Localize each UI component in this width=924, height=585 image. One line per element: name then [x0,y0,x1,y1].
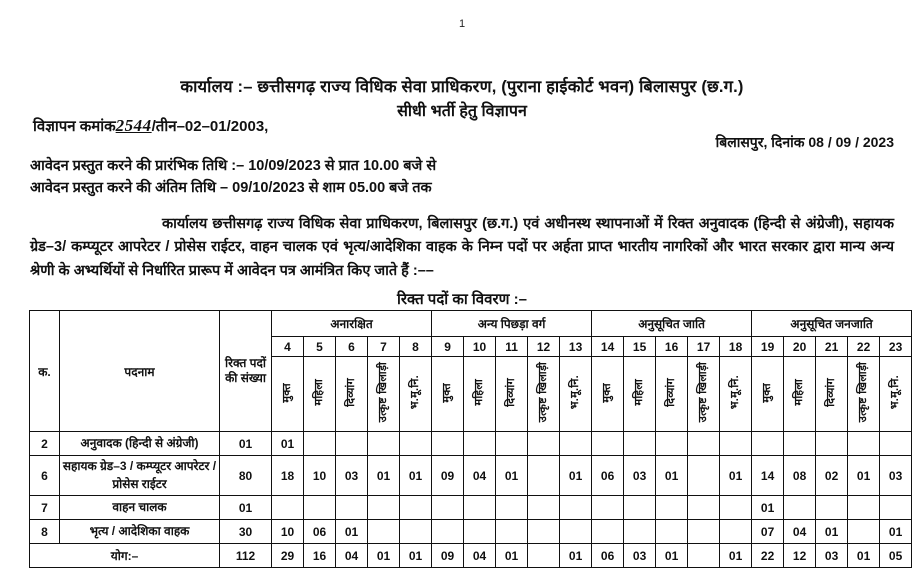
cell: 04 [784,520,816,544]
table-group-header-row [30,311,912,337]
cell [848,432,880,456]
vacancy-table [29,310,912,568]
cell [496,496,528,520]
row-serial: 2 [30,432,60,456]
cell [336,496,368,520]
cell: 01 [272,432,304,456]
advertisement-number-line [33,116,268,136]
col-num-23: 23 [880,337,912,357]
total-cell: 22 [752,544,784,568]
table-row [30,432,912,456]
total-label: योग:– [30,544,220,568]
subheader-6: महिला [464,357,496,432]
cell [400,432,432,456]
cell [432,520,464,544]
cell [656,496,688,520]
subheader-5: मुक्त [432,357,464,432]
cell: 10 [272,520,304,544]
advertisement-number-label: विज्ञापन कमांक [33,118,116,135]
cell: 01 [400,456,432,496]
advertisement-number-suffix: /तीन–02–01/2003, [151,118,269,135]
cell [592,496,624,520]
total-cell: 01 [720,544,752,568]
subheader-17: दिव्यांग [816,357,848,432]
cell: 03 [624,456,656,496]
cell [304,496,336,520]
cell [592,520,624,544]
page-number: 1 [458,18,466,30]
table-row [30,520,912,544]
subheader-1: महिला [304,357,336,432]
total-cell: 29 [272,544,304,568]
cell: 08 [784,456,816,496]
row-vacancies: 80 [220,456,272,496]
cell: 01 [848,456,880,496]
cell: 01 [752,496,784,520]
cell [528,496,560,520]
cell [720,496,752,520]
table-row [30,456,912,496]
subheader-2: दिव्यांग [336,357,368,432]
cell [560,496,592,520]
cell [368,520,400,544]
subheader-8: उत्कृष्ट खिलाड़ी [528,357,560,432]
cell [304,432,336,456]
advertisement-number-value: 2544 [115,116,152,135]
col-num-18: 18 [720,337,752,357]
cell [336,432,368,456]
cell: 01 [336,520,368,544]
cell: 02 [816,456,848,496]
cell: 03 [880,456,912,496]
subheader-16: महिला [784,357,816,432]
table-caption: रिक्त पदों का विवरण :– [397,291,527,308]
cell [720,432,752,456]
header-category-obc: अन्य पिछड़ा वर्ग [432,311,592,337]
col-num-14: 14 [592,337,624,357]
row-serial: 7 [30,496,60,520]
header-category-st: अनुसूचित जनजाति [752,311,912,337]
intro-paragraph [30,213,894,283]
col-num-15: 15 [624,337,656,357]
cell [496,520,528,544]
cell [528,432,560,456]
cell: 03 [336,456,368,496]
col-num-12: 12 [528,337,560,357]
col-num-10: 10 [464,337,496,357]
subheader-18: उत्कृष्ट खिलाड़ी [848,357,880,432]
cell [880,496,912,520]
row-vacancies: 01 [220,496,272,520]
cell [784,496,816,520]
cell [528,456,560,496]
cell [816,496,848,520]
subheader-0: मुक्त [272,357,304,432]
cell [688,520,720,544]
cell [688,496,720,520]
total-cell: 04 [336,544,368,568]
col-num-13: 13 [560,337,592,357]
header-serial: क. [30,311,60,432]
row-vacancies: 30 [220,520,272,544]
total-cell: 06 [592,544,624,568]
subheader-3: उत्कृष्ट खिलाड़ी [368,357,400,432]
row-serial: 6 [30,456,60,496]
total-cell: 01 [368,544,400,568]
cell [368,432,400,456]
cell [464,432,496,456]
col-num-6: 6 [336,337,368,357]
header-post-name: पदनाम [60,311,220,432]
total-cell: 01 [560,544,592,568]
total-cell: 01 [400,544,432,568]
row-post-name: सहायक ग्रेड–3 / कम्प्यूटर आपरेटर / प्रोसेस राईटर [60,456,220,496]
total-cell: 05 [880,544,912,568]
application-dates [30,155,436,200]
cell: 04 [464,456,496,496]
cell [880,432,912,456]
cell [688,456,720,496]
cell [560,520,592,544]
cell [464,520,496,544]
cell [368,496,400,520]
cell [848,496,880,520]
cell: 14 [752,456,784,496]
col-num-9: 9 [432,337,464,357]
col-num-11: 11 [496,337,528,357]
row-post-name: भृत्य / आदेशिका वाहक [60,520,220,544]
subheader-10: मुक्त [592,357,624,432]
total-cell: 01 [496,544,528,568]
cell: 06 [304,520,336,544]
subheader-11: महिला [624,357,656,432]
advertisement-subtitle: सीधी भर्ती हेतु विज्ञापन [397,103,527,120]
header-category-sc: अनुसूचित जाति [592,311,752,337]
cell: 01 [880,520,912,544]
cell: 01 [496,456,528,496]
cell [592,432,624,456]
col-num-20: 20 [784,337,816,357]
cell [720,520,752,544]
cell [656,520,688,544]
total-cell [688,544,720,568]
cell [624,496,656,520]
subheader-12: दिव्यांग [656,357,688,432]
cell [816,432,848,456]
subheader-4: भ.मू.नि. [400,357,432,432]
total-cell: 04 [464,544,496,568]
col-num-4: 4 [272,337,304,357]
total-cell [528,544,560,568]
cell [752,432,784,456]
subheader-7: दिव्यांग [496,357,528,432]
row-vacancies: 01 [220,432,272,456]
row-post-name: वाहन चालक [60,496,220,520]
subheader-14: भ.मू.नि. [720,357,752,432]
total-cell: 01 [848,544,880,568]
cell: 06 [592,456,624,496]
cell: 01 [816,520,848,544]
place-and-date: बिलासपुर, दिनांक 08 / 09 / 2023 [715,134,894,150]
subheader-9: भ.मू.नि. [560,357,592,432]
cell [528,520,560,544]
header-category-unreserved: अनारक्षित [272,311,432,337]
col-num-5: 5 [304,337,336,357]
cell: 01 [560,456,592,496]
row-serial: 8 [30,520,60,544]
cell: 01 [656,456,688,496]
col-num-16: 16 [656,337,688,357]
table-row [30,496,912,520]
cell [784,432,816,456]
cell [560,432,592,456]
subheader-13: उत्कृष्ट खिलाड़ी [688,357,720,432]
total-cell: 12 [784,544,816,568]
col-num-17: 17 [688,337,720,357]
col-num-7: 7 [368,337,400,357]
cell [624,520,656,544]
cell [624,432,656,456]
cell: 10 [304,456,336,496]
total-cell: 03 [624,544,656,568]
cell [400,496,432,520]
col-num-8: 8 [400,337,432,357]
subheader-15: मुक्त [752,357,784,432]
cell [400,520,432,544]
table-total-row [30,544,912,568]
total-vacancies: 112 [220,544,272,568]
total-cell: 03 [816,544,848,568]
cell [464,496,496,520]
cell [656,432,688,456]
cell: 18 [272,456,304,496]
application-end-date: आवेदन प्रस्तुत करने की अंतिम तिथि – 09/10/2023 से शाम 05.00 बजे तक [30,180,432,197]
subheader-19: भ.मू.नि. [880,357,912,432]
row-post-name: अनुवादक (हिन्दी से अंग्रेजी) [60,432,220,456]
total-cell: 09 [432,544,464,568]
cell [848,520,880,544]
cell [688,432,720,456]
cell [496,432,528,456]
cell: 01 [368,456,400,496]
office-heading: कार्यालय :– छत्तीसगढ़ राज्य विधिक सेवा प्राधिकरण, (पुराना हाईकोर्ट भवन) बिलासपुर (छ.ग.) [180,78,744,96]
col-num-21: 21 [816,337,848,357]
application-start-date: आवेदन प्रस्तुत करने की प्रारंभिक तिथि :– 10/09/2023 से प्रात 10.00 बजे से [30,158,437,174]
cell: 09 [432,456,464,496]
total-cell: 16 [304,544,336,568]
cell [272,496,304,520]
cell [432,496,464,520]
col-num-22: 22 [848,337,880,357]
cell: 01 [720,456,752,496]
header-vacancy-count: रिक्त पदों की संख्या [220,311,272,432]
intro-paragraph-text: कार्यालय छत्तीसगढ़ राज्य विधिक सेवा प्राधिकरण, बिलासपुर (छ.ग.) एवं अधीनस्थ स्थापनाओं में रिक्त अनुवादक (हिन्दी से अंग्रेजी), सहायक ग्रेड–3/ कम्प्यूटर आपरेटर / प्रोसेस राईटर, वाहन चालक एवं भृत्य/आदेशिका वाहक के निम्न पदों पर अर्हता प्राप्त भारतीय नागरिकों और भारत सरकार द्वारा मान्य अन्य श्रेणी के अभ्यर्थियों से निर्धारित प्रारूप में आवेदन पत्र आमंत्रित किए जाते हैं :–– [30,216,894,279]
cell [432,432,464,456]
col-num-19: 19 [752,337,784,357]
cell: 07 [752,520,784,544]
total-cell: 01 [656,544,688,568]
